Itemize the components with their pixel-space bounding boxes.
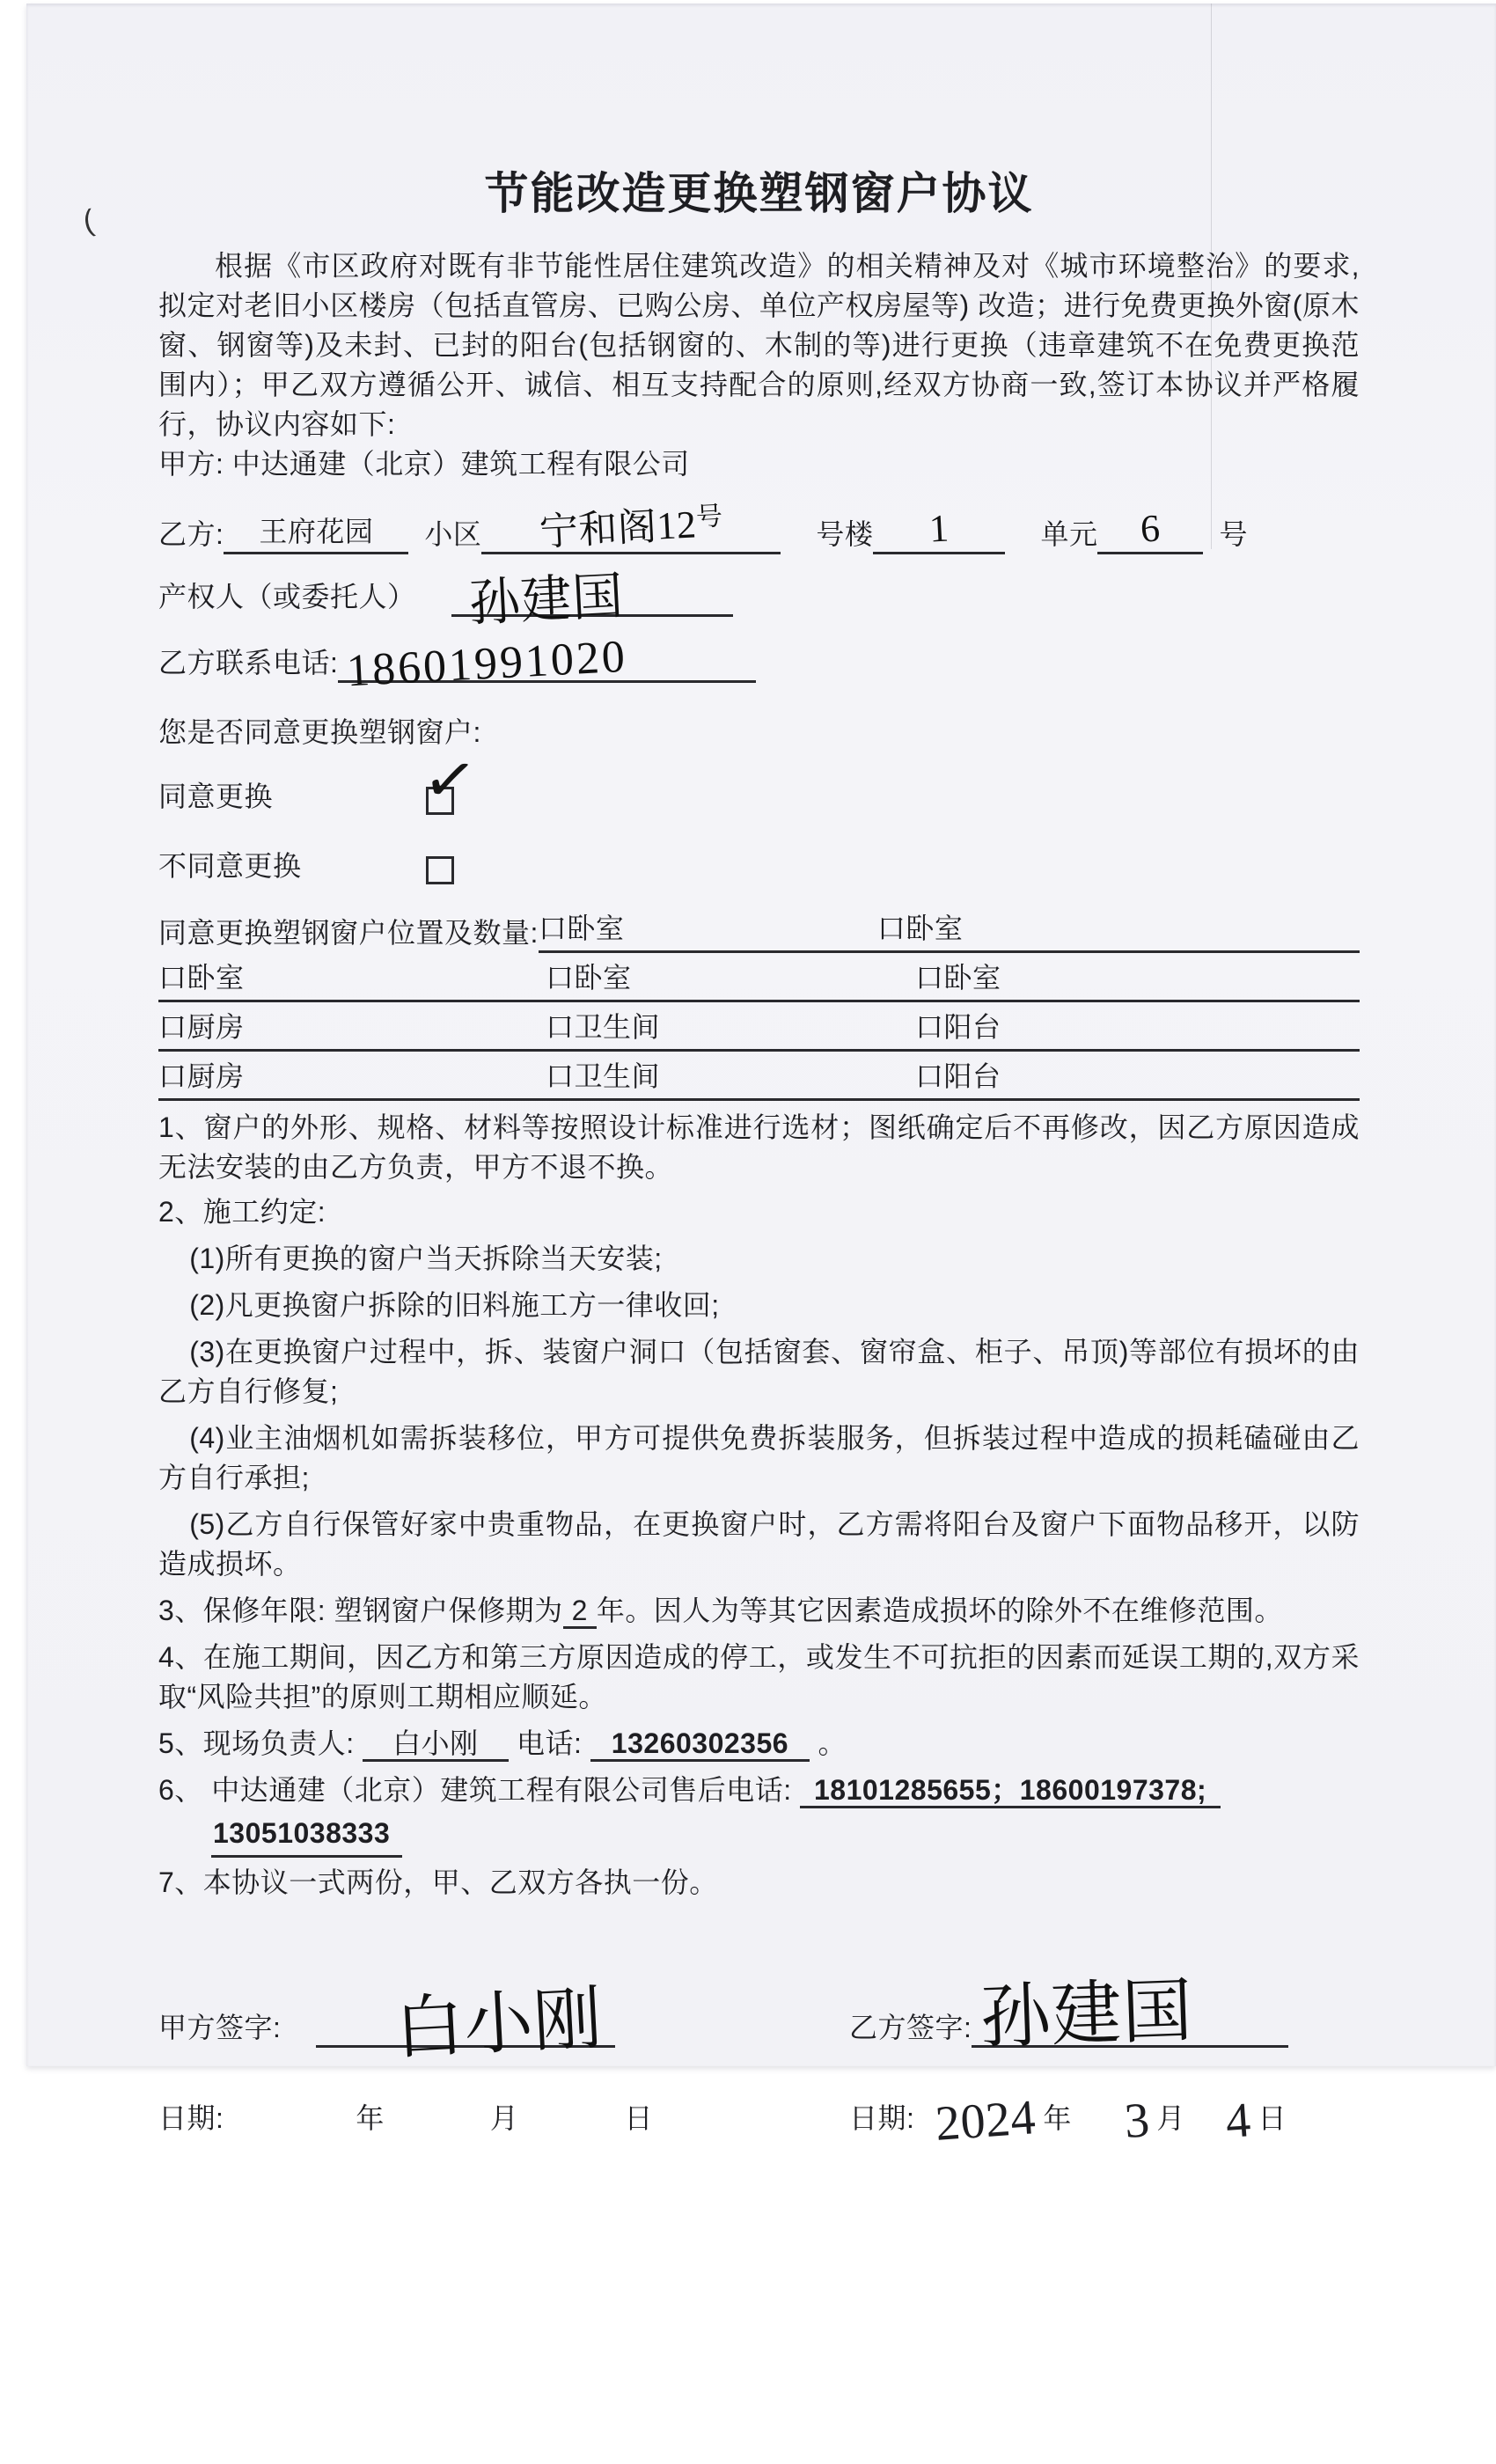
table-cell: 口厨房 [158,1011,245,1043]
building-name-field [481,500,781,554]
date-day-handwriting: 4 [1223,2093,1253,2149]
building-number-handwriting: 1 [928,506,950,551]
clause-5-prefix: 5、现场负责人: [158,1727,355,1759]
clause-6 [158,1771,1360,1858]
warranty-years-field: 2 [563,1595,597,1629]
table-header-row [158,909,1360,953]
clause-2: 2、施工约定: [158,1196,326,1228]
intro-paragraph: 根据《市区政府对既有非节能性居住建筑改造》的相关精神及对《城市环境整治》的要求,拟定对老旧小区楼房（包括直管房、已购公房、单位产权房屋等) 改造；进行免费更换外窗(原木窗、钢窗等)及未封、已封的阳台(包括钢窗的、木制的等)进行更换（违章建筑不在免费更换范围内）；甲乙双方遵循公开、诚信、相互支持配合的原则,经双方协商一致,签订本协议并严格履行，协议内容如下: [158,250,1360,440]
table-cell: 口卧室 [546,962,632,994]
clause-2-item: (1)所有更换的窗户当天拆除当天安装; [189,1243,663,1274]
building-hao-handwriting: 号 [695,502,724,532]
phone-field [338,631,756,697]
party-a-signature-field [316,1979,615,2068]
scanned-paper-sheet [26,4,1496,2152]
agree-question: 您是否同意更换塑钢窗户: [158,716,481,748]
signature-block [158,1972,1360,2068]
month-char-b: 月 [1156,2102,1185,2134]
party-a-line: 甲方: 中达通建（北京）建筑工程有限公司 [158,448,690,480]
building-number-field [873,506,1005,554]
party-a-date-label: 日期: [158,2102,224,2134]
clause-6-prefix: 6、 中达通建（北京）建筑工程有限公司售后电话: [158,1774,792,1806]
clause-3 [158,1591,1360,1631]
month-char: 月 [489,2102,519,2134]
clause-3-prefix: 3、保修年限: 塑钢窗户保修期为 [158,1595,563,1626]
table-cell: 口厨房 [158,1060,245,1092]
unit-number-handwriting: 6 [1139,506,1162,551]
party-a-date-row [158,2099,849,2138]
clause-5 [158,1724,1360,1764]
table-cell: 口卫生间 [546,1060,661,1092]
disagree-option-row [158,847,1360,886]
table-cell: 口卧室 [538,913,625,944]
day-char: 日 [624,2102,653,2134]
table-cell: 口卧室 [915,962,1001,994]
table-row [158,1008,1360,1052]
party-b-signature-field [972,1972,1288,2058]
community-suffix-label: 小区 [424,518,482,550]
clause-7: 7、本协议一式两份，甲、乙双方各执一份。 [158,1866,718,1898]
clause-4: 4、在施工期间，因乙方和第三方原因造成的停工，或发生不可抗拒的因素而延误工期的,双方采取“风险共担”的原则工期相应顺延。 [158,1641,1360,1712]
site-manager-phone: 13260302356 [590,1727,810,1762]
unit-suffix-label: 号 [1219,518,1248,550]
party-b-signature-handwriting: 孙建国 [979,1972,1195,2058]
year-char: 年 [356,2102,385,2134]
clause-2-item: (3)在更换窗户过程中，拆、装窗户洞口（包括窗套、窗帘盒、柜子、吊顶)等部位有损坏的由乙方自行修复; [158,1336,1360,1407]
date-block [158,2090,1360,2152]
party-b-date-label: 日期: [849,2102,915,2134]
day-char-b: 日 [1258,2102,1287,2134]
clause-2-item: (4)业主油烟机如需拆装移位，甲方可提供免费拆装服务，但拆装过程中造成的损耗磕碰由乙方自行承担; [158,1422,1360,1493]
table-cell: 口阳台 [915,1060,1001,1092]
party-b-signature-row [849,1972,1360,2058]
table-cell: 口卫生间 [546,1011,661,1043]
table-cell: 口阳台 [915,1011,1001,1043]
owner-name-field [451,567,733,633]
phone-row [158,631,1360,697]
disagree-checkbox [426,856,454,884]
building-name-handwriting: 宁和阁12 [538,502,698,554]
agree-option-row [158,742,1360,819]
owner-row [158,567,1360,633]
clause-1: 1、窗户的外形、规格、材料等按照设计标准进行选材；图纸确定后不再修改，因乙方原因造成无法安装的由乙方负责，甲方不退不换。 [158,1111,1360,1183]
party-a-signature-handwriting: 白小刚 [393,1979,605,2068]
after-sales-phone-2: 13051038333 [211,1814,402,1858]
table-cell: 口卧室 [158,962,245,994]
community-name-field: 王府花园 [224,512,408,554]
after-sales-phones: 18101285655；18600197378; [800,1774,1221,1808]
unit-label: 单元 [1040,518,1098,550]
phone-handwriting: 18601991020 [346,631,629,697]
owner-name-handwriting: 孙建国 [466,567,625,633]
unit-number-field [1097,506,1203,554]
location-quantity-table [158,909,1360,1101]
stray-pen-mark: ( [80,203,97,238]
clause-3-suffix: 年。因人为等其它因素造成损坏的除外不在维修范围。 [596,1595,1283,1626]
clause-2-item: (5)乙方自行保管好家中贵重物品，在更换窗户时，乙方需将阳台及窗户下面物品移开，以防造成损坏。 [158,1508,1360,1580]
table-cell: 口卧室 [876,913,964,944]
date-month-handwriting: 3 [1122,2093,1152,2149]
party-b-date-row [849,2090,1360,2152]
page-title: 节能改造更换塑钢窗户协议 [484,169,1034,218]
agree-checkbox [418,742,482,819]
site-manager-name: 白小刚 [363,1727,509,1762]
disagree-label: 不同意更换 [158,850,302,882]
building-label: 号楼 [816,518,874,550]
party-b-label: 乙方: [158,518,224,550]
party-b-row [158,500,1360,554]
table-row [158,1057,1360,1101]
party-a-signature-label: 甲方签字: [158,2012,282,2043]
agree-label: 同意更换 [158,781,274,812]
party-b-signature-label: 乙方签字: [849,2012,972,2043]
phone-label: 乙方联系电话: [158,647,339,678]
date-year-handwriting: 2024 [934,2090,1038,2152]
table-row [158,958,1360,1002]
clause-2-item: (2)凡更换窗户拆除的旧料施工方一律收回; [189,1289,720,1321]
party-a-signature-row [158,1979,849,2068]
clause-5-suffix: 。 [818,1727,847,1759]
owner-label: 产权人（或委托人） [158,581,416,612]
agree-checkmark: ✓ [418,742,482,819]
clause-5-phone-label: 电话: [517,1727,583,1759]
year-char-b: 年 [1043,2102,1072,2134]
table-header-label: 同意更换塑钢窗户位置及数量: [158,917,539,949]
